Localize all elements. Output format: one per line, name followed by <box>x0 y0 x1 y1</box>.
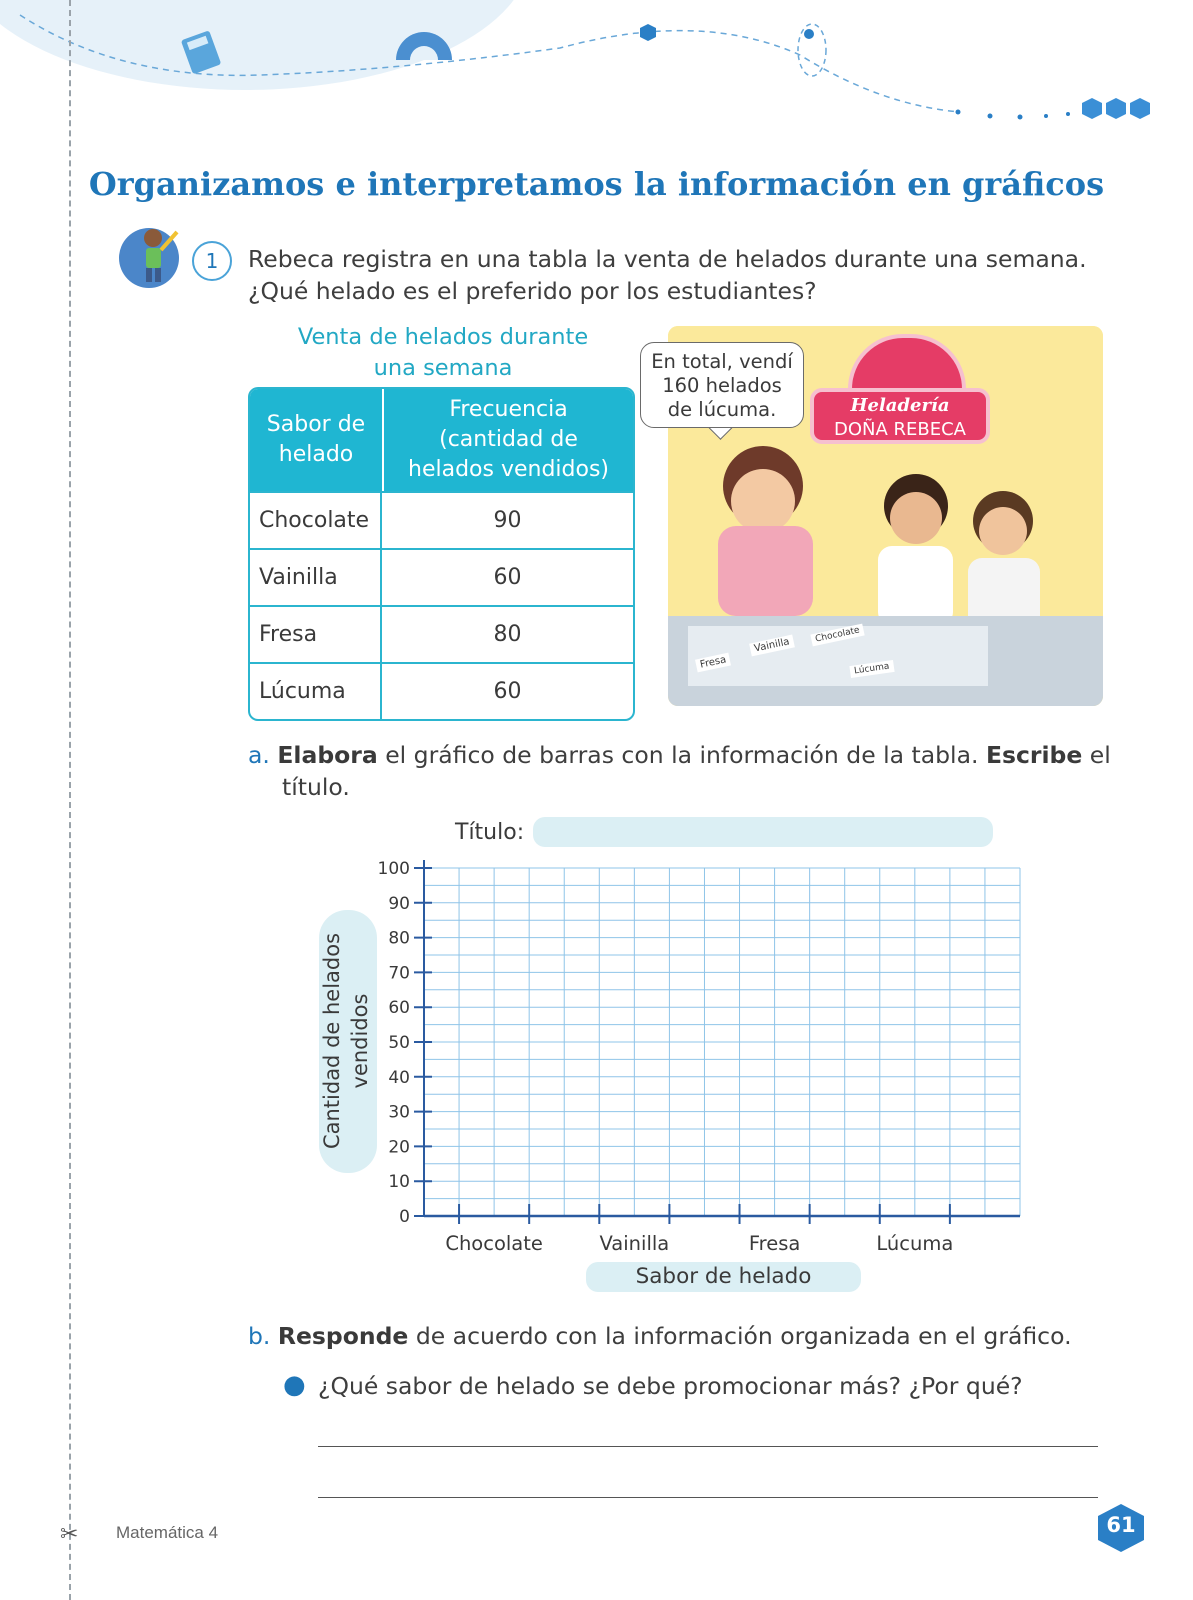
frequency-table <box>248 387 635 721</box>
bubble-line3: de lúcuma. <box>667 398 777 421</box>
question-text-line2: ¿Qué helado es el preferido por los estudiantes? <box>248 277 817 305</box>
x-axis-label: Sabor de helado <box>586 1262 861 1292</box>
part-a-text1: el gráfico de barras con la información de la tabla. <box>377 741 986 769</box>
shop-label: Lúcuma <box>849 660 894 678</box>
part-a-text2: el <box>1082 741 1111 769</box>
table-caption-line1: Venta de helados durante <box>297 324 589 350</box>
y-tick-label: 80 <box>388 928 410 949</box>
table-caption-line2: una semana <box>373 355 513 381</box>
x-tick-label: Lúcuma <box>876 1232 954 1255</box>
shop-sign-line2: DOÑA REBECA <box>833 419 966 440</box>
y-tick-label: 40 <box>388 1067 410 1088</box>
cubes-decoration-icon <box>1080 96 1160 126</box>
scissors-icon: ✂ <box>60 1522 79 1547</box>
value-cell: 80 <box>382 605 633 662</box>
header-frequency-line1: Frecuencia <box>449 397 568 422</box>
header-flavor-line1: Sabor de <box>266 412 366 437</box>
part-b-instruction <box>248 1320 1072 1352</box>
table-row <box>250 548 633 605</box>
shop-sign <box>810 388 990 444</box>
table-row <box>250 605 633 662</box>
shop-sign-line1: Heladería <box>850 395 950 416</box>
shop-label: Fresa <box>695 653 731 673</box>
y-axis-label-line1: Cantidad de helados <box>320 932 344 1150</box>
shop-label: Vainilla <box>749 635 795 657</box>
part-b-verb: Responde <box>277 1322 409 1350</box>
question-text-line1: Rebeca registra en una tabla la venta de helados durante una semana. <box>248 245 1087 273</box>
chart-title-prompt: Título: <box>455 820 525 845</box>
page-number: 61 <box>1106 1513 1136 1537</box>
value-cell: 60 <box>382 548 633 605</box>
bubble-line2: 160 helados <box>662 374 782 397</box>
y-tick-label: 90 <box>388 893 410 914</box>
calculator-icon <box>180 30 224 74</box>
value-cell: 90 <box>382 491 633 548</box>
header-dotted-path <box>0 0 1193 130</box>
part-a-verb1: Elabora <box>277 741 378 769</box>
y-tick-label: 60 <box>388 998 410 1019</box>
shop-label: Chocolate <box>810 624 864 647</box>
answer-line[interactable] <box>318 1497 1098 1498</box>
part-b-text: de acuerdo con la información organizada en el gráfico. <box>408 1322 1072 1350</box>
bar-chart-grid[interactable] <box>370 850 1030 1255</box>
speech-bubble <box>640 342 804 428</box>
y-tick-label: 10 <box>388 1172 410 1193</box>
part-a-instruction <box>248 739 1111 803</box>
header-frequency-line2: (cantidad de <box>439 427 578 452</box>
bullet-icon: ● <box>283 1370 306 1400</box>
answer-line[interactable] <box>318 1446 1098 1447</box>
footer-book-title: Matemática 4 <box>116 1523 219 1542</box>
part-a-verb2: Escribe <box>985 741 1083 769</box>
question-text <box>248 243 1128 307</box>
header-frequency <box>382 389 633 491</box>
y-axis-label <box>318 891 378 1191</box>
x-tick-label: Fresa <box>748 1232 801 1255</box>
y-tick-label: 30 <box>388 1102 410 1123</box>
value-cell: 60 <box>382 662 633 719</box>
x-tick-label: Chocolate <box>445 1232 543 1255</box>
chart-title-input[interactable] <box>533 817 993 847</box>
table-row <box>250 662 633 719</box>
table-caption <box>248 322 638 384</box>
part-a-text3: título. <box>282 773 350 801</box>
table-row <box>250 491 633 548</box>
y-tick-label: 70 <box>388 963 410 984</box>
y-tick-label: 100 <box>377 859 410 879</box>
cube-icon <box>638 22 658 42</box>
part-a-letter: a. <box>248 741 270 769</box>
part-b-letter: b. <box>248 1322 271 1350</box>
y-axis-label-line2: vendidos <box>348 993 372 1089</box>
x-tick-label: Vainilla <box>599 1232 670 1255</box>
student-avatar-icon <box>115 218 187 290</box>
flavor-cell: Vainilla <box>250 548 382 605</box>
header-frequency-line3: helados vendidos) <box>408 457 609 482</box>
question-number: 1 <box>192 241 232 281</box>
header-flavor <box>250 389 382 491</box>
page-title: Organizamos e interpretamos la información en gráficos <box>88 165 1105 203</box>
y-tick-label: 50 <box>388 1033 410 1053</box>
flavor-cell: Chocolate <box>250 491 382 548</box>
flavor-cell: Fresa <box>250 605 382 662</box>
y-tick-label: 0 <box>399 1207 410 1227</box>
flavor-cell: Lúcuma <box>250 662 382 719</box>
protractor-icon <box>392 20 456 66</box>
part-b-question: ¿Qué sabor de helado se debe promocionar más? ¿Por qué? <box>318 1372 1023 1400</box>
y-tick-label: 20 <box>388 1137 410 1158</box>
bubble-line1: En total, vendí <box>651 350 793 373</box>
cut-line <box>69 0 71 1600</box>
header-flavor-line2: helado <box>278 442 354 467</box>
